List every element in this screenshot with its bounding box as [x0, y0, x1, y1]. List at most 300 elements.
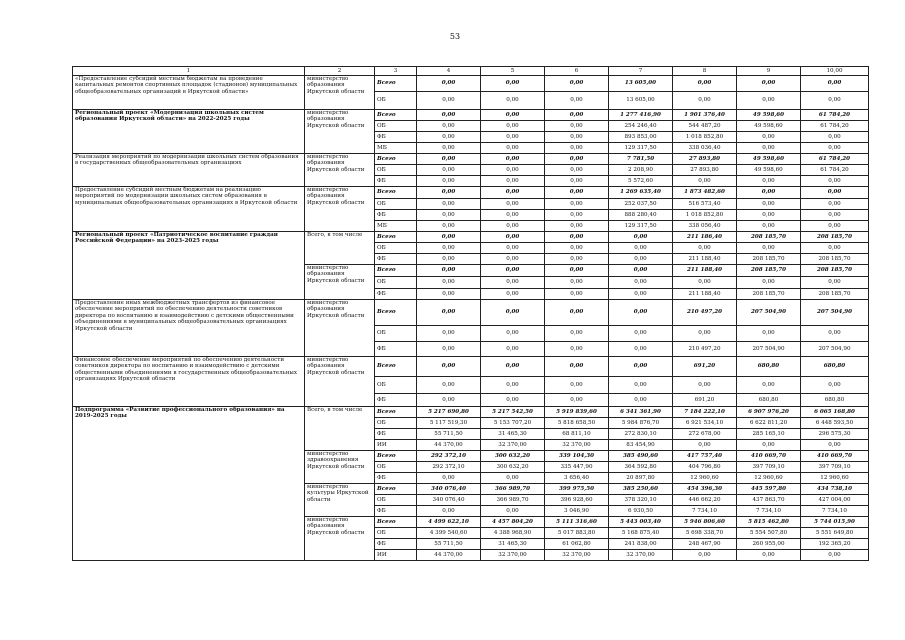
amount-cell: 6 907 976,20	[737, 407, 801, 418]
amount-cell: 1 018 852,80	[673, 132, 737, 143]
amount-cell: 0,00	[545, 277, 609, 289]
amount-cell: 0,00	[545, 199, 609, 210]
amount-cell: 0,00	[417, 121, 481, 132]
amount-cell: 4 388 968,90	[481, 528, 545, 539]
amount-cell: 0,00	[609, 357, 673, 377]
amount-cell: 61 784,20	[801, 110, 869, 121]
column-header-10: 10,00	[801, 67, 869, 76]
amount-cell: 0,00	[545, 394, 609, 407]
table-row	[73, 187, 869, 199]
amount-cell: 0,00	[417, 232, 481, 243]
amount-cell: 335 447,90	[545, 462, 609, 473]
budget-table	[72, 66, 869, 561]
amount-cell: 0,00	[801, 132, 869, 143]
row-description: Предоставление иных межбюджетных трансфертов из финансовое обеспечение мероприятий по обеспечению деятельности советников директора по воспитанию и взаимодействию с детскими общественными объединениями в муниципальных общеобразовательных организациях Иркутской области	[73, 300, 305, 357]
funding-source: ФБ	[375, 342, 417, 357]
funding-source: Всего	[375, 110, 417, 121]
amount-cell: 0,00	[673, 377, 737, 394]
responsible-body: министерство образования Иркутской области	[305, 517, 375, 561]
amount-cell: 0,00	[481, 221, 545, 232]
amount-cell: 4 457 804,20	[481, 517, 545, 528]
amount-cell: 0,00	[545, 92, 609, 110]
amount-cell: 7 734,10	[673, 506, 737, 517]
column-header-1: 1	[73, 67, 305, 76]
amount-cell: 272 830,10	[609, 429, 673, 440]
funding-source: ОБ	[375, 377, 417, 394]
amount-cell: 0,00	[801, 210, 869, 221]
amount-cell: 0,00	[481, 473, 545, 484]
funding-source: ОБ	[375, 199, 417, 210]
table-row	[73, 154, 869, 165]
amount-cell: 211 188,40	[673, 254, 737, 265]
amount-cell: 378 320,10	[609, 495, 673, 506]
amount-cell: 0,00	[545, 187, 609, 199]
table-row	[73, 300, 869, 326]
funding-source: ОБ	[375, 277, 417, 289]
column-header-4: 4	[417, 67, 481, 76]
funding-source: ФБ	[375, 506, 417, 517]
amount-cell: 0,00	[481, 165, 545, 176]
amount-cell: 0,00	[481, 357, 545, 377]
amount-cell: 404 796,80	[673, 462, 737, 473]
amount-cell: 5 984 876,70	[609, 418, 673, 429]
table-header-row	[73, 67, 869, 76]
amount-cell: 0,00	[801, 143, 869, 154]
funding-source: Всего	[375, 407, 417, 418]
amount-cell: 0,00	[545, 221, 609, 232]
amount-cell: 207 504,90	[801, 342, 869, 357]
amount-cell: 427 004,00	[801, 495, 869, 506]
amount-cell: 0,00	[481, 92, 545, 110]
amount-cell: 0,00	[417, 342, 481, 357]
amount-cell: 680,80	[737, 357, 801, 377]
amount-cell: 0,00	[737, 243, 801, 254]
amount-cell: 0,00	[609, 265, 673, 277]
amount-cell: 397 709,10	[737, 462, 801, 473]
amount-cell: 417 757,40	[673, 451, 737, 462]
amount-cell: 0,00	[545, 210, 609, 221]
amount-cell: 0,00	[801, 277, 869, 289]
amount-cell: 5 554 507,80	[737, 528, 801, 539]
amount-cell: 0,00	[417, 92, 481, 110]
amount-cell: 0,00	[801, 187, 869, 199]
amount-cell: 13 605,00	[609, 92, 673, 110]
amount-cell: 0,00	[609, 394, 673, 407]
amount-cell: 1 277 416,90	[609, 110, 673, 121]
amount-cell: 0,00	[417, 76, 481, 92]
row-description: Региональный проект «Модернизация школьных систем образования Иркутской области» на 2022-2025 годы	[73, 110, 305, 154]
amount-cell: 0,00	[673, 92, 737, 110]
amount-cell: 0,00	[609, 243, 673, 254]
column-header-3: 3	[375, 67, 417, 76]
amount-cell: 0,00	[417, 506, 481, 517]
amount-cell: 5 168 875,40	[609, 528, 673, 539]
funding-source: ФБ	[375, 176, 417, 187]
amount-cell: 0,00	[801, 243, 869, 254]
amount-cell: 0,00	[481, 326, 545, 342]
amount-cell: 0,00	[417, 110, 481, 121]
amount-cell: 49 598,60	[737, 110, 801, 121]
amount-cell: 0,00	[801, 550, 869, 561]
amount-cell: 0,00	[481, 76, 545, 92]
amount-cell: 0,00	[481, 232, 545, 243]
amount-cell: 208 185,70	[737, 232, 801, 243]
amount-cell: 211 188,40	[673, 289, 737, 300]
amount-cell: 208 185,70	[801, 265, 869, 277]
amount-cell: 0,00	[417, 326, 481, 342]
funding-source: ИИ	[375, 550, 417, 561]
amount-cell: 0,00	[417, 254, 481, 265]
funding-source: Всего	[375, 517, 417, 528]
amount-cell: 129 317,50	[609, 143, 673, 154]
amount-cell: 0,00	[801, 326, 869, 342]
amount-cell: 0,00	[545, 154, 609, 165]
amount-cell: 208 185,70	[801, 254, 869, 265]
amount-cell: 0,00	[481, 254, 545, 265]
amount-cell: 680,80	[801, 357, 869, 377]
amount-cell: 5 217 542,50	[481, 407, 545, 418]
amount-cell: 32 370,00	[481, 550, 545, 561]
amount-cell: 0,00	[545, 110, 609, 121]
funding-source: ФБ	[375, 539, 417, 550]
amount-cell: 396 928,60	[545, 495, 609, 506]
amount-cell: 0,00	[737, 92, 801, 110]
funding-source: МБ	[375, 143, 417, 154]
amount-cell: 0,00	[737, 76, 801, 92]
amount-cell: 0,00	[737, 550, 801, 561]
amount-cell: 44 370,00	[417, 550, 481, 561]
amount-cell: 0,00	[545, 143, 609, 154]
amount-cell: 296 575,30	[801, 429, 869, 440]
amount-cell: 31 465,30	[481, 429, 545, 440]
amount-cell: 0,00	[417, 165, 481, 176]
row-description: «Предоставление субсидий местным бюджетам на проведение капитальных ремонтов спортивных площадок (стадионов) муниципальных общеобразовательных организаций в Иркутской области»	[73, 76, 305, 110]
amount-cell: 0,00	[481, 300, 545, 326]
amount-cell: 3 656,40	[545, 473, 609, 484]
table-row	[73, 232, 869, 243]
amount-cell: 0,00	[545, 300, 609, 326]
funding-source: ФБ	[375, 132, 417, 143]
amount-cell: 32 370,00	[609, 550, 673, 561]
funding-source: ОБ	[375, 528, 417, 539]
amount-cell: 0,00	[609, 277, 673, 289]
amount-cell: 0,00	[417, 210, 481, 221]
amount-cell: 0,00	[481, 176, 545, 187]
amount-cell: 0,00	[673, 440, 737, 451]
amount-cell: 454 396,30	[673, 484, 737, 495]
amount-cell: 0,00	[481, 243, 545, 254]
amount-cell: 0,00	[673, 76, 737, 92]
amount-cell: 208 185,70	[801, 289, 869, 300]
amount-cell: 0,00	[737, 176, 801, 187]
amount-cell: 0,00	[545, 265, 609, 277]
amount-cell: 0,00	[481, 199, 545, 210]
amount-cell: 364 592,80	[609, 462, 673, 473]
amount-cell: 0,00	[609, 342, 673, 357]
amount-cell: 5 551 649,80	[801, 528, 869, 539]
funding-source: ФБ	[375, 429, 417, 440]
amount-cell: 691,20	[673, 357, 737, 377]
column-header-2: 2	[305, 67, 375, 76]
amount-cell: 0,00	[609, 232, 673, 243]
amount-cell: 44 370,00	[417, 440, 481, 451]
amount-cell: 129 317,50	[609, 221, 673, 232]
responsible-body: Всего, в том числе	[305, 407, 375, 451]
amount-cell: 385 250,60	[609, 484, 673, 495]
amount-cell: 0,00	[417, 394, 481, 407]
amount-cell: 272 678,00	[673, 429, 737, 440]
amount-cell: 6 065 168,80	[801, 407, 869, 418]
amount-cell: 0,00	[609, 289, 673, 300]
funding-source: ОБ	[375, 462, 417, 473]
amount-cell: 0,00	[801, 221, 869, 232]
funding-source: Всего	[375, 300, 417, 326]
funding-source: Всего	[375, 265, 417, 277]
amount-cell: 0,00	[417, 154, 481, 165]
amount-cell: 241 838,00	[609, 539, 673, 550]
amount-cell: 12 960,60	[737, 473, 801, 484]
amount-cell: 0,00	[545, 377, 609, 394]
amount-cell: 61 784,20	[801, 154, 869, 165]
amount-cell: 0,00	[673, 176, 737, 187]
responsible-body: министерство образования Иркутской области	[305, 154, 375, 187]
amount-cell: 5 117 519,30	[417, 418, 481, 429]
amount-cell: 0,00	[417, 199, 481, 210]
amount-cell: 339 104,30	[545, 451, 609, 462]
table-row	[73, 407, 869, 418]
amount-cell: 0,00	[417, 377, 481, 394]
amount-cell: 0,00	[481, 506, 545, 517]
amount-cell: 410 669,70	[801, 451, 869, 462]
responsible-body: министерство здравоохранения Иркутской области	[305, 451, 375, 484]
amount-cell: 0,00	[481, 110, 545, 121]
amount-cell: 0,00	[737, 132, 801, 143]
amount-cell: 0,00	[481, 342, 545, 357]
funding-source: Всего	[375, 76, 417, 92]
amount-cell: 338 036,40	[673, 143, 737, 154]
amount-cell: 248 467,90	[673, 539, 737, 550]
amount-cell: 0,00	[673, 550, 737, 561]
funding-source: МБ	[375, 221, 417, 232]
amount-cell: 83 454,90	[609, 440, 673, 451]
amount-cell: 0,00	[545, 326, 609, 342]
amount-cell: 0,00	[417, 473, 481, 484]
responsible-body: министерство образования Иркутской области	[305, 110, 375, 154]
amount-cell: 0,00	[545, 76, 609, 92]
amount-cell: 0,00	[545, 176, 609, 187]
amount-cell: 0,00	[801, 199, 869, 210]
amount-cell: 680,80	[737, 394, 801, 407]
responsible-body: министерство культуры Иркутской области	[305, 484, 375, 517]
amount-cell: 20 897,80	[609, 473, 673, 484]
responsible-body: министерство образования Иркутской области	[305, 300, 375, 357]
funding-source: ОБ	[375, 165, 417, 176]
amount-cell: 0,00	[481, 210, 545, 221]
amount-cell: 0,00	[481, 277, 545, 289]
amount-cell: 0,00	[545, 165, 609, 176]
amount-cell: 0,00	[417, 221, 481, 232]
amount-cell: 5 919 839,60	[545, 407, 609, 418]
amount-cell: 680,80	[801, 394, 869, 407]
amount-cell: 385 490,60	[609, 451, 673, 462]
amount-cell: 208 185,70	[801, 232, 869, 243]
column-header-6: 6	[545, 67, 609, 76]
amount-cell: 0,00	[481, 289, 545, 300]
responsible-body: министерство образования Иркутской области	[305, 357, 375, 407]
amount-cell: 888 280,40	[609, 210, 673, 221]
amount-cell: 5 111 316,60	[545, 517, 609, 528]
amount-cell: 397 709,10	[801, 462, 869, 473]
funding-source: ФБ	[375, 473, 417, 484]
amount-cell: 68 811,10	[545, 429, 609, 440]
amount-cell: 3 046,90	[545, 506, 609, 517]
amount-cell: 0,00	[545, 254, 609, 265]
row-description: Региональный проект «Патриотическое воспитание граждан Российской Федерации» на 2023-2025 годы	[73, 232, 305, 300]
amount-cell: 5 946 806,60	[673, 517, 737, 528]
amount-cell: 5 443 003,40	[609, 517, 673, 528]
amount-cell: 49 598,60	[737, 154, 801, 165]
amount-cell: 0,00	[417, 357, 481, 377]
amount-cell: 0,00	[417, 143, 481, 154]
amount-cell: 0,00	[545, 357, 609, 377]
amount-cell: 5 572,60	[609, 176, 673, 187]
page-number: 53	[449, 32, 461, 41]
amount-cell: 691,20	[673, 394, 737, 407]
amount-cell: 2 208,90	[609, 165, 673, 176]
funding-source: ФБ	[375, 210, 417, 221]
funding-source: Всего	[375, 451, 417, 462]
amount-cell: 211 186,40	[673, 232, 737, 243]
amount-cell: 446 662,20	[673, 495, 737, 506]
amount-cell: 5 744 015,90	[801, 517, 869, 528]
amount-cell: 12 960,60	[801, 473, 869, 484]
amount-cell: 12 960,60	[673, 473, 737, 484]
amount-cell: 211 188,40	[673, 265, 737, 277]
amount-cell: 207 504,90	[801, 300, 869, 326]
amount-cell: 0,00	[737, 377, 801, 394]
amount-cell: 0,00	[673, 326, 737, 342]
amount-cell: 13 605,00	[609, 76, 673, 92]
amount-cell: 55 711,50	[417, 429, 481, 440]
amount-cell: 0,00	[737, 440, 801, 451]
amount-cell: 6 622 811,20	[737, 418, 801, 429]
amount-cell: 0,00	[609, 300, 673, 326]
amount-cell: 192 365,20	[801, 539, 869, 550]
amount-cell: 5 815 462,80	[737, 517, 801, 528]
amount-cell: 6 930,50	[609, 506, 673, 517]
column-header-9: 9	[737, 67, 801, 76]
funding-source: ИИ	[375, 440, 417, 451]
amount-cell: 399 975,50	[545, 484, 609, 495]
amount-cell: 300 632,20	[481, 462, 545, 473]
amount-cell: 0,00	[417, 289, 481, 300]
amount-cell: 0,00	[545, 289, 609, 300]
amount-cell: 0,00	[545, 243, 609, 254]
amount-cell: 27 893,80	[673, 154, 737, 165]
amount-cell: 300 632,20	[481, 451, 545, 462]
amount-cell: 0,00	[673, 243, 737, 254]
amount-cell: 434 738,10	[801, 484, 869, 495]
amount-cell: 0,00	[801, 92, 869, 110]
amount-cell: 0,00	[801, 76, 869, 92]
row-description: Предоставление субсидий местным бюджетам на реализацию мероприятий по модернизации школьных систем образования в муниципальных общеобразовательных организациях в Иркутской области	[73, 187, 305, 232]
row-description: Подпрограмма «Развитие профессионального образования» на 2019-2025 годы	[73, 407, 305, 561]
amount-cell: 445 597,80	[737, 484, 801, 495]
amount-cell: 0,00	[801, 176, 869, 187]
row-description: Финансовое обеспечение мероприятий по обеспечению деятельности советников директора по воспитанию и взаимодействию с детскими общественными объединениями в государственных общеобразовательных организациях Иркутской области	[73, 357, 305, 407]
amount-cell: 0,00	[417, 277, 481, 289]
amount-cell: 0,00	[545, 342, 609, 357]
amount-cell: 0,00	[481, 187, 545, 199]
amount-cell: 0,00	[481, 377, 545, 394]
amount-cell: 207 504,90	[737, 300, 801, 326]
amount-cell: 6 341 361,90	[609, 407, 673, 418]
table-row	[73, 357, 869, 377]
funding-source: ФБ	[375, 289, 417, 300]
amount-cell: 207 504,90	[737, 342, 801, 357]
amount-cell: 5 017 883,80	[545, 528, 609, 539]
amount-cell: 1 873 482,60	[673, 187, 737, 199]
amount-cell: 32 370,00	[545, 440, 609, 451]
amount-cell: 0,00	[737, 210, 801, 221]
amount-cell: 0,00	[417, 187, 481, 199]
amount-cell: 0,00	[737, 277, 801, 289]
amount-cell: 49 598,60	[737, 121, 801, 132]
funding-source: Всего	[375, 154, 417, 165]
amount-cell: 285 165,10	[737, 429, 801, 440]
amount-cell: 0,00	[545, 132, 609, 143]
funding-source: Всего	[375, 187, 417, 199]
amount-cell: 0,00	[417, 132, 481, 143]
amount-cell: 5 153 707,20	[481, 418, 545, 429]
amount-cell: 210 497,20	[673, 300, 737, 326]
amount-cell: 4 399 540,60	[417, 528, 481, 539]
amount-cell: 0,00	[481, 394, 545, 407]
table-row	[73, 110, 869, 121]
amount-cell: 366 989,70	[481, 495, 545, 506]
funding-source: Всего	[375, 484, 417, 495]
amount-cell: 6 448 593,50	[801, 418, 869, 429]
amount-cell: 61 062,80	[545, 539, 609, 550]
amount-cell: 208 185,70	[737, 289, 801, 300]
amount-cell: 0,00	[481, 121, 545, 132]
amount-cell: 260 955,00	[737, 539, 801, 550]
amount-cell: 7 734,10	[801, 506, 869, 517]
funding-source: ОБ	[375, 418, 417, 429]
funding-source: ОБ	[375, 121, 417, 132]
funding-source: ФБ	[375, 394, 417, 407]
funding-source: ОБ	[375, 243, 417, 254]
amount-cell: 0,00	[417, 243, 481, 254]
responsible-body: Всего, в том числе	[305, 232, 375, 265]
amount-cell: 0,00	[609, 254, 673, 265]
amount-cell: 0,00	[801, 440, 869, 451]
amount-cell: 893 853,00	[609, 132, 673, 143]
funding-source: ФБ	[375, 254, 417, 265]
row-description: Реализация мероприятий по модернизации школьных систем образования в государственных общеобразовательных организациях	[73, 154, 305, 187]
amount-cell: 0,00	[417, 265, 481, 277]
amount-cell: 0,00	[481, 265, 545, 277]
funding-source: ОБ	[375, 92, 417, 110]
amount-cell: 208 185,70	[737, 254, 801, 265]
responsible-body: министерство образования Иркутской области	[305, 76, 375, 110]
amount-cell: 516 573,40	[673, 199, 737, 210]
amount-cell: 1 018 852,80	[673, 210, 737, 221]
amount-cell: 0,00	[481, 143, 545, 154]
amount-cell: 0,00	[801, 377, 869, 394]
amount-cell: 61 784,20	[801, 121, 869, 132]
amount-cell: 292 372,10	[417, 462, 481, 473]
